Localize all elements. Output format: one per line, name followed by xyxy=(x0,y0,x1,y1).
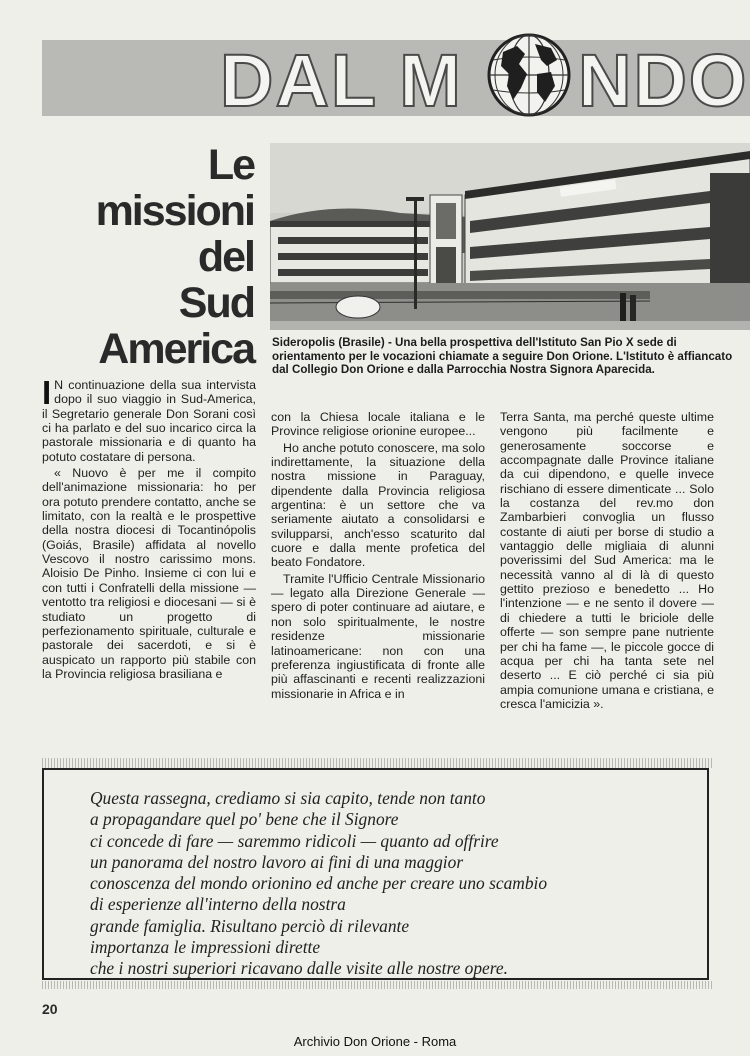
dotted-rule xyxy=(42,758,712,768)
archive-credit xyxy=(0,1034,750,1049)
drop-cap: I xyxy=(42,374,52,411)
heading-right: NDO xyxy=(578,40,749,116)
paragraph-text: N continuazione della sua intervista dopo il suo viaggio in Sud-America, il Segretario generale Don Sorani così ci ha parlato e del suo incarico circa la pastorale missionaria e di quanto ha potuto costatare di persona. xyxy=(42,378,256,464)
page-number-text: 20 xyxy=(42,1001,58,1017)
header-banner xyxy=(42,40,750,116)
paragraph: Tramite l'Ufficio Centrale Missionario — legato alla Direzione Generale — spero di poter continuare ad aiutare, e non solo spiritualmente, le nostre residenze missionarie latinoamericane: non con una preferenza ingiustificata di fronte alle più affascinanti e recenti realizzazioni missionarie in Africa e in xyxy=(271,571,485,701)
note-line: un panorama del nostro lavoro ai fini di una maggior xyxy=(90,851,464,872)
paragraph: con la Chiesa locale italiana e le Province religiose orionine europee... xyxy=(271,410,485,439)
article-column-3 xyxy=(500,410,714,713)
paragraph: « Nuovo è per me il compito dell'animazione missionaria: ho per ora potuto prendere contatto, anche se limitato, con la realtà e le prospettive della nostra diocesi di Tocantinópolis (Goiás, Brasile) affidata al novello Vescovo il nostro carissimo mons. Aloisio De Pinho. Insieme ci con lui e con tutti i Confratelli della missione — ventotto tra religiosi e diocesani — si è studiato un progetto di perfezionamento spirituale, culturale e pastorale dei sacerdoti, e si è auspicato un rapporto più stabile con la Provincia religiosa brasiliana e xyxy=(42,466,256,681)
note-line: importanza le impressioni dirette xyxy=(90,937,321,958)
note-line: di esperienze all'interno della nostra xyxy=(90,894,346,915)
dotted-rule xyxy=(42,981,712,989)
photo-caption: Sideropolis (Brasile) - Una bella prospettiva dell'Istituto San Pio X sede di orientamento per le vocazioni chiamate a seguire Don Orione. L'Istituto è affiancato dal Collegio Don Orione e dalla Parrocchia Nostra Signora Aparecida. xyxy=(272,336,733,377)
paragraph xyxy=(42,374,256,464)
page-number xyxy=(42,1001,58,1017)
note-text xyxy=(90,788,710,980)
article-column-1 xyxy=(42,374,256,683)
note-line: ci concede di fare — saremmo ridicoli — quanto ad offrire xyxy=(90,830,499,851)
paragraph: Terra Santa, ma perché queste ultime vengono più facilmente e generosamente soccorse e accompagnate dalle Province italiane da cui dipendono, e quelle invece rischiano di essere dimenticate ... Solo la costanza del rev.mo don Zambarbieri convoglia un flusso costante di aiuti per borse di studio a vantaggio delle migliaia di alunni poverissimi del Sud America: ma le necessità vanno al di là di questo gettito prezioso e benedetto ... Ho l'intenzione — e ne sento il dovere — di chiedere a tutti le briciole delle offerte — son sempre pane nutriente per chi ha fame —, le piccole gocce di acqua per chi ha tanta sete nel deserto ... E ciò perché ci sia più ampia comunione umana e cristiana, e cresca l'amicizia ». xyxy=(500,410,714,711)
globe-icon xyxy=(485,30,573,120)
note-line: grande famiglia. Risultano perciò di rilevante xyxy=(90,915,410,936)
note-line: a propagandare quel po' bene che il Signore xyxy=(90,809,399,830)
title-line-3: del xyxy=(197,233,254,281)
heading-left: DAL M xyxy=(220,40,463,116)
note-line: che i nostri superiori ricavano dalle visite alle nostre opere. xyxy=(90,958,508,979)
title-line-2: missioni xyxy=(95,187,254,235)
article-column-2 xyxy=(271,410,485,703)
section-heading xyxy=(42,40,750,116)
title-line-1: Le xyxy=(207,141,254,189)
article-title xyxy=(24,142,254,372)
title-line-4: Sud America xyxy=(98,279,254,373)
institute-photo xyxy=(270,143,750,330)
archive-credit-text: Archivio Don Orione - Roma xyxy=(293,1034,457,1049)
note-line: Questa rassegna, crediamo si sia capito, tende non tanto xyxy=(90,788,486,808)
note-line: conoscenza del mondo orionino ed anche per creare uno scambio xyxy=(90,873,548,894)
paragraph: Ho anche potuto conoscere, ma solo indirettamente, la situazione della nostra missione in Paraguay, dipendente dalla Provincia religiosa argentina: è un settore che va seriamente aiutato a consolidarsi e svilupparsi, anch'esso scaturito dal cuore e dalla mente profetica del beato Fondatore. xyxy=(271,440,485,570)
